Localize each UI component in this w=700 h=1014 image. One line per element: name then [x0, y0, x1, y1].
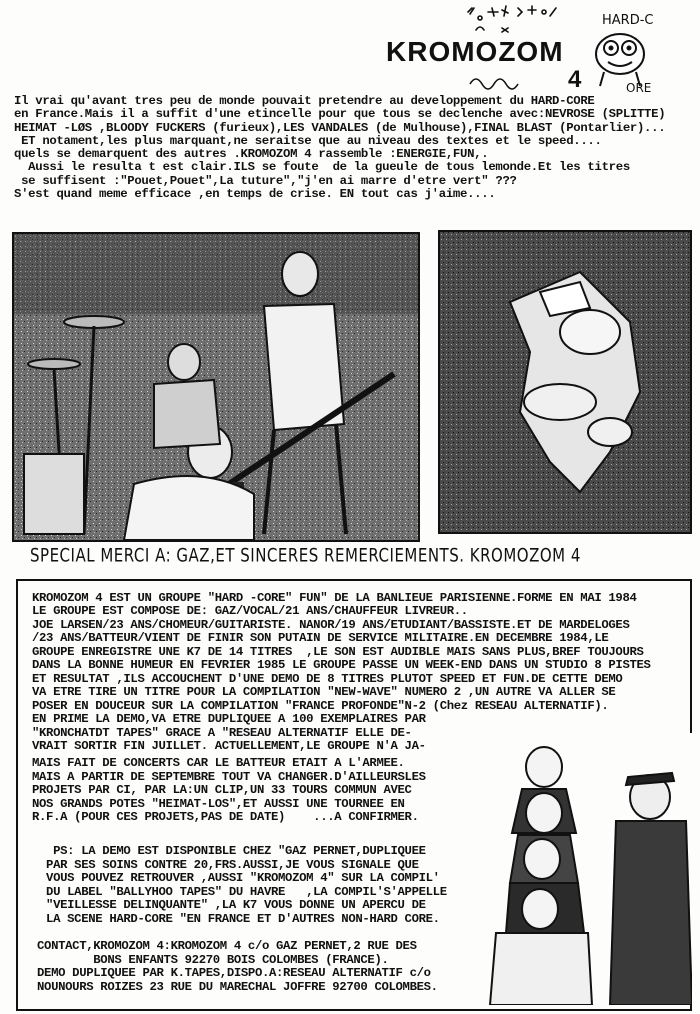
bio-line: DU LABEL "BALLYHOO TAPES" DU HAVRE ,LA COMPIL'S'APPELLE — [32, 884, 447, 899]
intro-line: se suffisent :"Pouet,Pouet",La tuture","j'en ai marre d'etre vert" ??? — [14, 173, 517, 188]
bio-line: MAIS FAIT DE CONCERTS CAR LE BATTEUR ETAIT A L'ARMEE. — [32, 756, 405, 770]
bio-line: R.F.A (POUR CES PROJETS,PAS DE DATE) ...A CONFIRMER. — [32, 810, 419, 825]
contact-line: CONTACT,KROMOZOM 4:KROMOZOM 4 c/o GAZ PERNET,2 RUE DES — [30, 939, 417, 953]
bio-line: VRAIT SORTIR FIN JUILLET. ACTUELLEMENT,LE GROUPE N'A JA- — [32, 738, 426, 753]
bio-mid-text — [32, 757, 426, 825]
bio-line: GROUPE ENREGISTRE UNE K7 DE 14 TITRES ,LE SON EST AUDIBLE MAIS SANS PLUS,BREF TOUJOURS — [32, 644, 644, 659]
issue-number: 4 — [568, 66, 582, 93]
bio-line: EN PRIME LA DEMO,VA ETRE DUPLIQUEE A 100 EXEMPLAIRES PAR — [32, 712, 426, 727]
concert-photo — [12, 232, 420, 542]
intro-line: quels se demarquent des autres .KROMOZOM 4 rassemble :ENERGIE,FUN,. — [14, 147, 489, 162]
bio-line: MAIS A PARTIR DE SEPTEMBRE TOUT VA CHANGER.D'AILLEURSLES — [32, 769, 426, 784]
band-portrait-photo — [466, 733, 692, 1005]
intro-line: ET notament,les plus marquant,ne seraitse que au niveau des textes et le speed.... — [14, 133, 602, 148]
bio-line: PAR SES SOINS CONTRE 20,FRS.AUSSI,JE VOUS SIGNALE QUE — [32, 857, 419, 872]
bio-line: NOS GRANDS POTES "HEIMAT-LOS",ET AUSSI UNE TOURNEE EN — [32, 796, 405, 811]
intro-line: HEIMAT -LØS ,BLOODY FUCKERS (furieux),LES VANDALES (de Mulhouse),FINAL BLAST (Pontarlier)... — [14, 120, 666, 135]
contact-text — [30, 940, 438, 994]
intro-line: Aussi le resulta t est clair.ILS se foute de la gueule de tous lemonde.Et les titres — [14, 160, 630, 175]
special-thanks-handwritten: SPECIAL MERCI A: GAZ,ET SINCERES REMERCIEMENTS. KROMOZOM 4 — [30, 544, 581, 567]
intro-line: Il vrai qu'avant tres peu de monde pouvait pretendre au developpement du HARD-CORE — [14, 94, 595, 108]
bio-line: DANS LA BONNE HUMEUR EN FEVRIER 1985 LE GROUPE PASSE UN WEEK-END DANS UN STUDIO 8 PISTES — [32, 658, 651, 673]
bio-line: PS: LA DEMO EST DISPONIBLE CHEZ "GAZ PERNET,DUPLIQUEE — [32, 844, 426, 858]
bio-line: KROMOZOM 4 EST UN GROUPE "HARD -CORE" FUN" DE LA BANLIEUE PARISIENNE.FORME EN MAI 1984 — [32, 591, 637, 605]
contact-line: DEMO DUPLIQUEE PAR K.TAPES,DISPO.A:RESEAU ALTERNATIF c/o — [30, 966, 431, 981]
intro-line: en France.Mais il a suffit d'une etincelle pour que tous se declenche avec:NEVROSE (SPLITTE) — [14, 107, 666, 122]
intro-paragraph — [14, 95, 694, 201]
mascot-caption-top: HARD-C — [602, 13, 654, 28]
bio-line: ET RESULTAT ,ILS ACCOUCHENT D'UNE DEMO DE 8 TITRES PLUTOT SPEED ET FUN.DE CETTE DEMO — [32, 671, 623, 686]
scribble-icon — [468, 70, 538, 92]
bio-line: "VEILLESSE DELINQUANTE" ,LA K7 VOUS DONNE UN APERCU DE — [32, 898, 426, 913]
bio-line: PROJETS PAR CI, PAR LA:UN CLIP,UN 33 TOURS COMMUN AVEC — [32, 783, 412, 798]
intro-line: S'est quand meme efficace ,en temps de crise. EN tout cas j'aime.... — [14, 187, 496, 202]
zine-title: KROMOZOM — [386, 36, 564, 67]
mascot-doodle-icon — [582, 8, 664, 100]
contact-line: BONS ENFANTS 92270 BOIS COLOMBES (FRANCE). — [30, 952, 389, 967]
bio-line: LA SCENE HARD-CORE "EN FRANCE ET D'AUTRES NON-HARD CORE. — [32, 911, 440, 926]
bio-line: VA ETRE TIRE UN TITRE POUR LA COMPILATION "NEW-WAVE" NUMERO 2 ,UN AUTRE VA ALLER SE — [32, 685, 616, 700]
bio-line: /23 ANS/BATTEUR/VIENT DE FINIR SON PUTAIN DE SERVICE MILITAIRE.EN DECEMBRE 1984,LE — [32, 631, 609, 646]
svg-text:ORE: ORE — [626, 81, 652, 95]
bio-line: JOE LARSEN/23 ANS/CHOMEUR/GUITARISTE. NANOR/19 ANS/ETUDIANT/BASSISTE.ET DE MARDELOGES — [32, 617, 630, 632]
bio-line: "KRONCHATDT TAPES" GRACE A "RESEAU ALTERNATIF ELLE DE- — [32, 725, 412, 740]
contact-line: NOUNOURS ROIZES 23 RUE DU MARECHAL JOFFRE 92700 COLOMBES. — [30, 979, 438, 994]
bio-line: LE GROUPE EST COMPOSE DE: GAZ/VOCAL/21 ANS/CHAUFFEUR LIVREUR.. — [32, 604, 468, 619]
bio-line: VOUS POUVEZ RETROUVER ,AUSSI "KROMOZOM 4" SUR LA COMPIL' — [32, 871, 440, 886]
bio-top-text — [32, 592, 672, 753]
bio-line: POSER EN DOUCEUR SUR LA COMPILATION "FRANCE PROFONDE"N-2 (Chez RESEAU ALTERNATIF). — [32, 698, 609, 713]
bio-ps-text — [32, 845, 447, 927]
pile-of-bodies-photo — [438, 230, 692, 534]
